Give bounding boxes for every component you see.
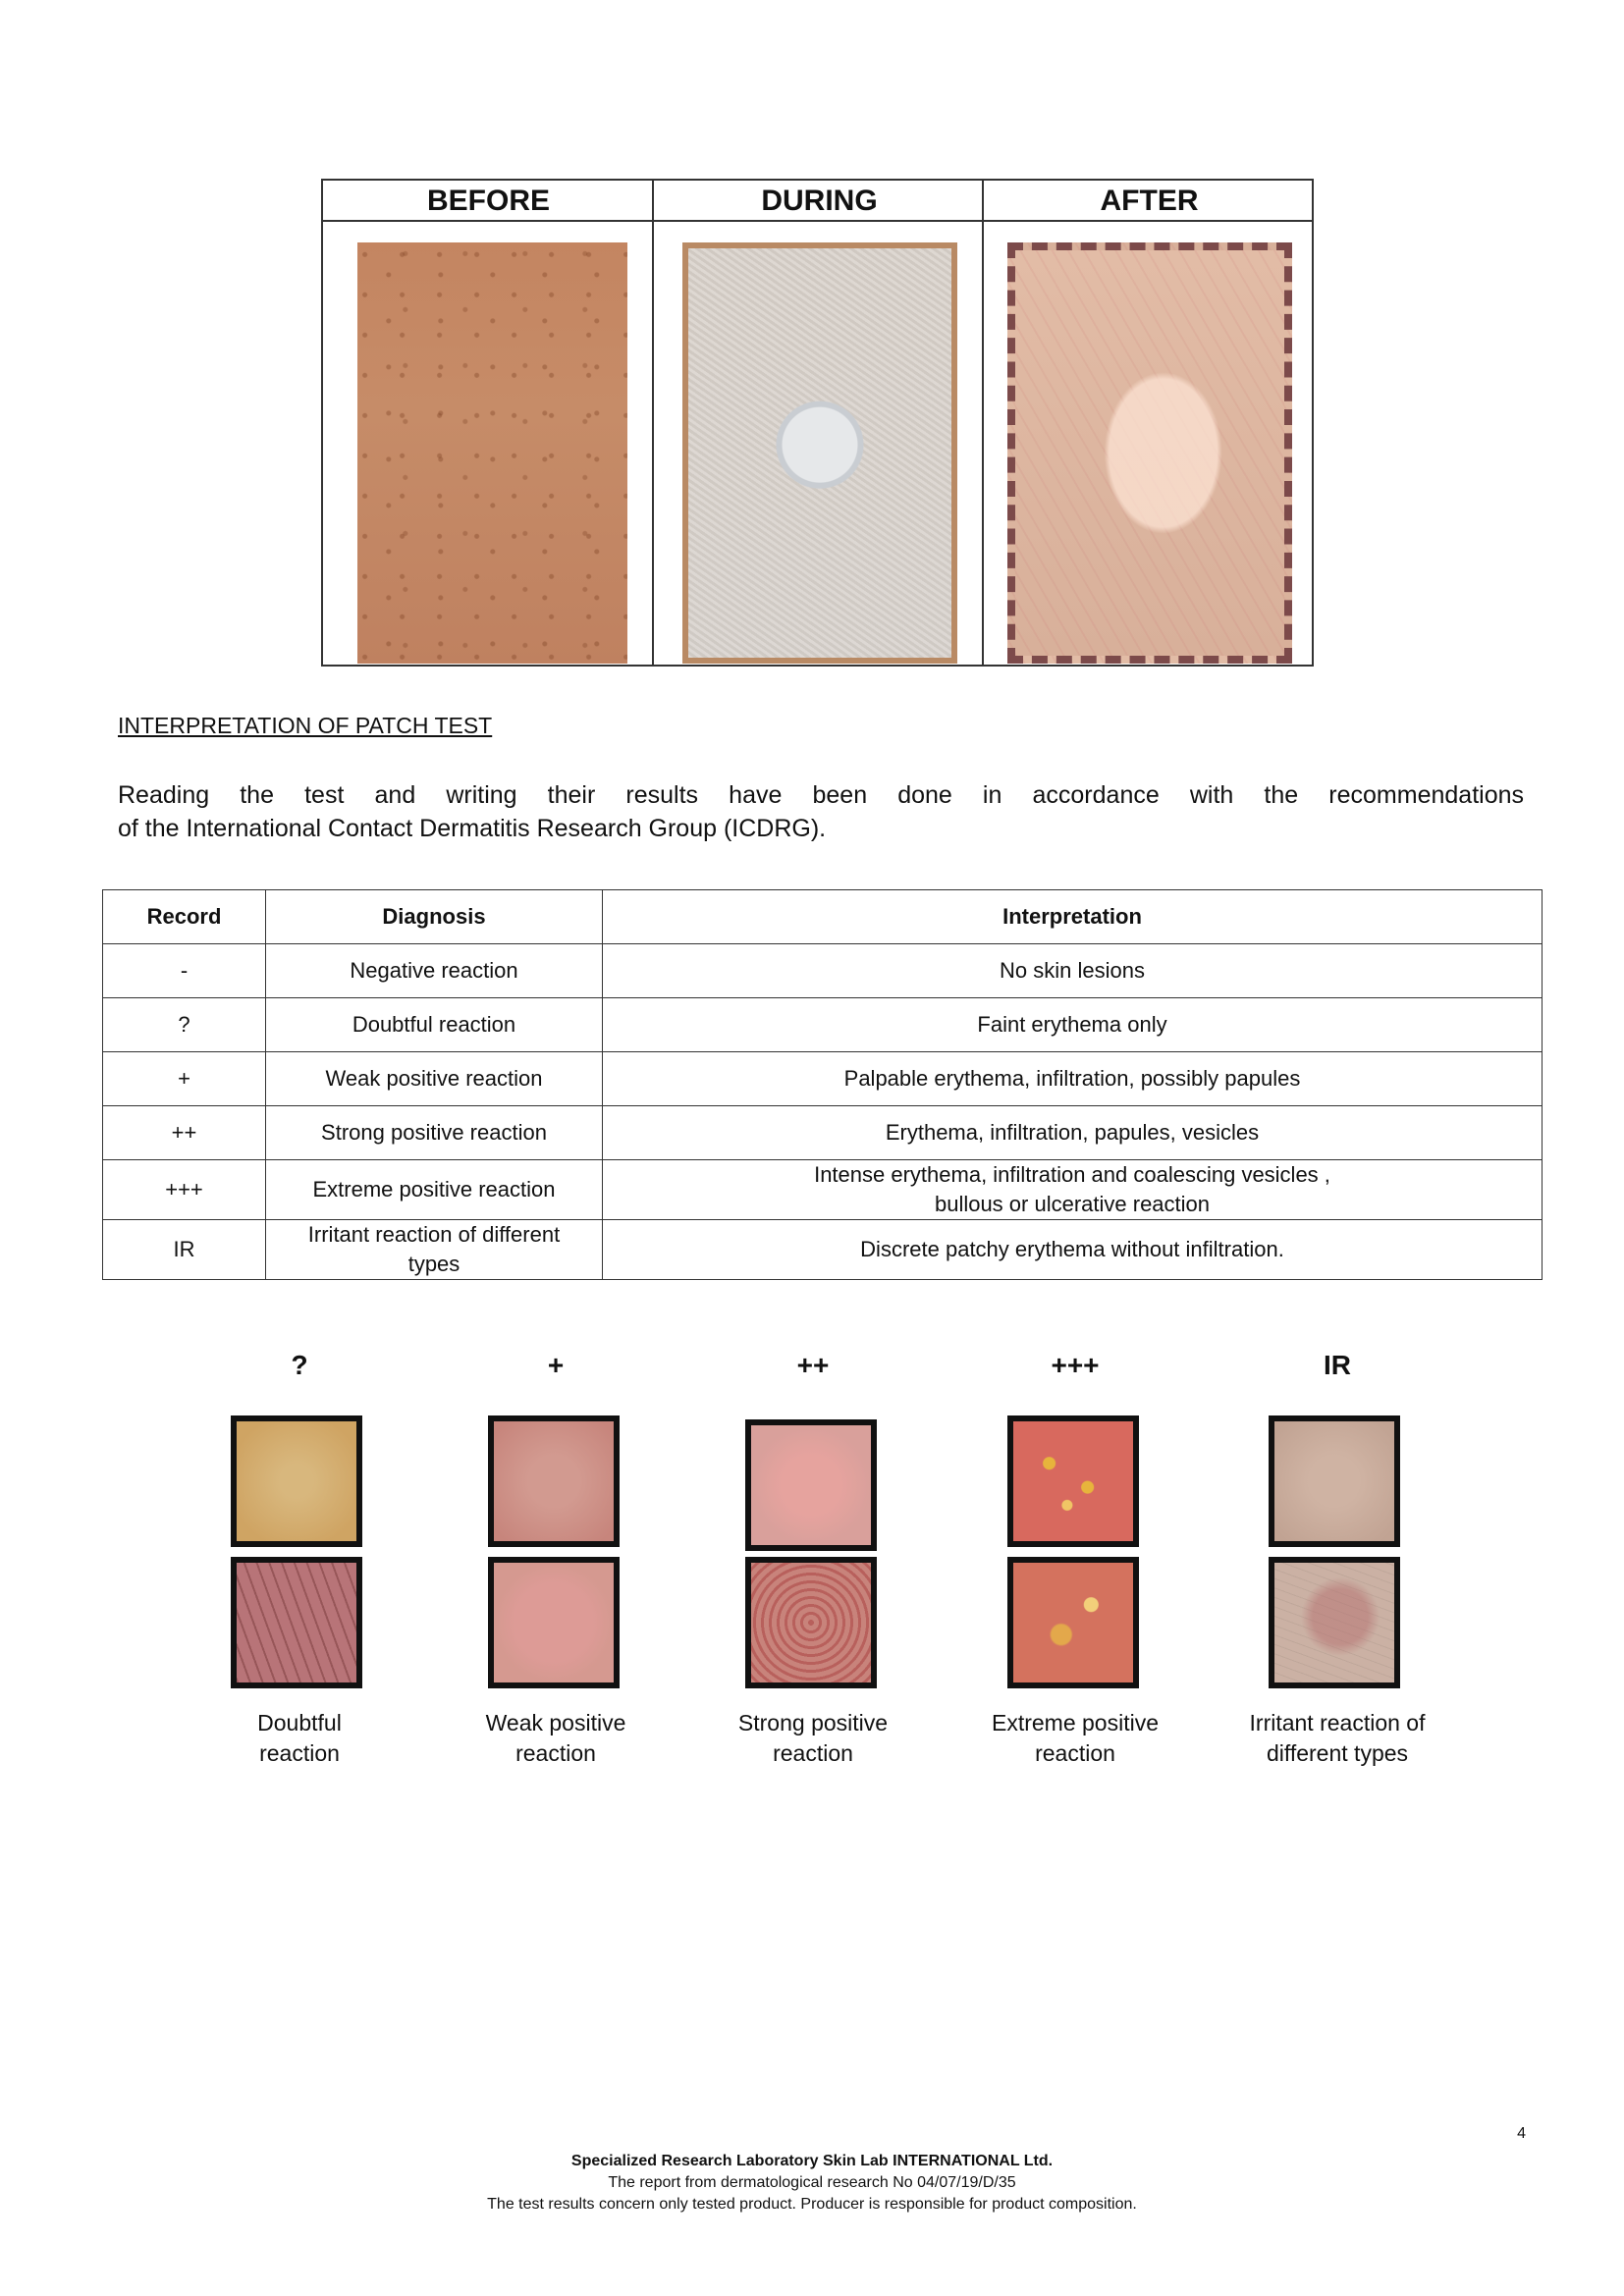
record-cell: + xyxy=(103,1052,266,1106)
interpretation-cell xyxy=(603,1160,1543,1220)
column-divider xyxy=(652,181,654,665)
record-cell: IR xyxy=(103,1220,266,1280)
weak-positive-photo-top xyxy=(488,1415,620,1547)
page-number: 4 xyxy=(1517,2125,1526,2142)
column-divider xyxy=(982,181,984,665)
caption-line: Extreme positive xyxy=(991,1710,1159,1735)
footer-company: Specialized Research Laboratory Skin Lab INTERNATIONAL Ltd. xyxy=(570,2153,1054,2169)
footer-disclaimer: The test results concern only tested product. Producer is responsible for product composition. xyxy=(487,2196,1137,2213)
before-photo xyxy=(357,242,627,664)
strong-positive-photo-bottom xyxy=(745,1557,877,1688)
intro-paragraph xyxy=(118,778,1524,845)
diagnosis-line: Irritant reaction of different xyxy=(307,1222,561,1247)
table-row xyxy=(103,998,1543,1052)
reaction-symbol-irritant: IR xyxy=(1324,1350,1351,1380)
record-cell: ? xyxy=(103,998,266,1052)
header-before: BEFORE xyxy=(323,181,654,222)
irritant-reaction-photo-top xyxy=(1269,1415,1400,1547)
caption-line: reaction xyxy=(1035,1740,1115,1766)
interpretation-cell: Faint erythema only xyxy=(603,998,1543,1052)
diagnosis-cell: Doubtful reaction xyxy=(266,998,603,1052)
caption-line: Weak positive xyxy=(485,1710,626,1735)
interpretation-cell: No skin lesions xyxy=(603,944,1543,998)
doubtful-reaction-photo-top xyxy=(231,1415,362,1547)
column-header-diagnosis: Diagnosis xyxy=(266,890,603,944)
record-cell: ++ xyxy=(103,1106,266,1160)
reaction-symbol-doubtful: ? xyxy=(291,1350,308,1380)
record-cell: - xyxy=(103,944,266,998)
caption-weak-positive xyxy=(438,1708,674,1769)
table-row xyxy=(103,944,1543,998)
caption-irritant xyxy=(1219,1708,1455,1769)
caption-line: different types xyxy=(1266,1740,1409,1766)
footer-report-number: The report from dermatological research No 04/07/19/D/35 xyxy=(608,2174,1016,2191)
diagnosis-cell: Extreme positive reaction xyxy=(266,1160,603,1220)
caption-doubtful xyxy=(182,1708,417,1769)
diagnosis-cell: Negative reaction xyxy=(266,944,603,998)
interpretation-cell: Discrete patchy erythema without infiltration. xyxy=(603,1220,1543,1280)
caption-line: reaction xyxy=(773,1740,853,1766)
table-row xyxy=(103,1052,1543,1106)
weak-positive-photo-bottom xyxy=(488,1557,620,1688)
interpretation-cell: Erythema, infiltration, papules, vesicles xyxy=(603,1106,1543,1160)
column-header-interpretation: Interpretation xyxy=(603,890,1543,944)
column-header-record: Record xyxy=(103,890,266,944)
before-during-after-table xyxy=(321,179,1314,667)
extreme-positive-photo-bottom xyxy=(1007,1557,1139,1688)
caption-line: Irritant reaction of xyxy=(1249,1710,1426,1735)
interpretation-line: Intense erythema, infiltration and coalescing vesicles , xyxy=(814,1162,1330,1187)
section-heading: INTERPRETATION OF PATCH TEST xyxy=(118,713,493,738)
diagnosis-cell: Weak positive reaction xyxy=(266,1052,603,1106)
caption-line: reaction xyxy=(259,1740,340,1766)
doubtful-reaction-photo-bottom xyxy=(231,1557,362,1688)
strong-positive-photo-top xyxy=(745,1419,877,1551)
table-row xyxy=(103,1220,1543,1280)
diagnosis-cell xyxy=(266,1220,603,1280)
table-row xyxy=(103,1160,1543,1220)
during-photo xyxy=(682,242,957,664)
header-after: AFTER xyxy=(985,181,1314,222)
interpretation-cell: Palpable erythema, infiltration, possibly papules xyxy=(603,1052,1543,1106)
caption-strong-positive xyxy=(695,1708,931,1769)
extreme-positive-photo-top xyxy=(1007,1415,1139,1547)
intro-line-2: of the International Contact Dermatitis Research Group (ICDRG). xyxy=(118,815,827,842)
header-during: DURING xyxy=(654,181,985,222)
table-row xyxy=(103,1106,1543,1160)
icdrg-table xyxy=(102,889,1543,1280)
table-header-row xyxy=(103,890,1543,944)
caption-extreme-positive xyxy=(957,1708,1193,1769)
caption-line: reaction xyxy=(515,1740,596,1766)
reaction-symbol-strong: ++ xyxy=(796,1350,830,1380)
interpretation-line: bullous or ulcerative reaction xyxy=(934,1192,1211,1216)
after-photo xyxy=(1007,242,1292,664)
diagnosis-cell: Strong positive reaction xyxy=(266,1106,603,1160)
caption-line: Doubtful xyxy=(257,1710,342,1735)
caption-line: Strong positive xyxy=(737,1710,889,1735)
reaction-symbol-weak: + xyxy=(547,1350,565,1380)
diagnosis-line: types xyxy=(407,1252,460,1276)
record-cell: +++ xyxy=(103,1160,266,1220)
reaction-symbol-extreme: +++ xyxy=(1051,1350,1100,1380)
irritant-reaction-photo-bottom xyxy=(1269,1557,1400,1688)
intro-line-1: Reading the test and writing their results have been done in accordance with the recommendations xyxy=(118,781,1524,809)
